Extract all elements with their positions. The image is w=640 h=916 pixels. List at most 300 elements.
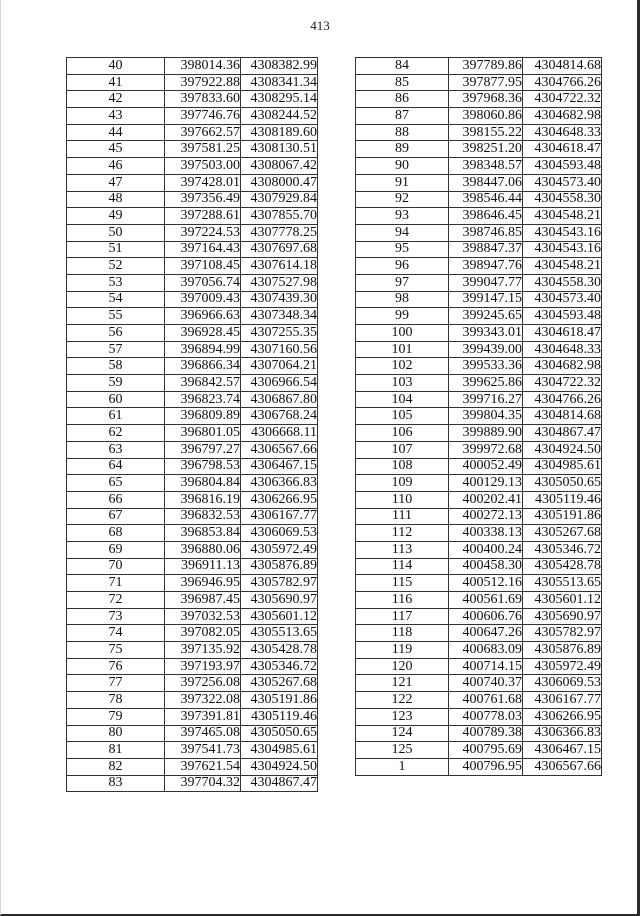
x-coordinate-cell: 397503.00: [165, 158, 241, 175]
x-coordinate-cell: 397621.54: [165, 758, 241, 775]
table-row: [67, 525, 318, 542]
point-number-cell: 121: [356, 675, 449, 692]
x-coordinate-cell: 397428.01: [165, 174, 241, 191]
point-number-cell: 66: [67, 491, 165, 508]
point-number-cell: 1: [356, 758, 449, 775]
table-row: [67, 141, 318, 158]
x-coordinate-cell: 400458.30: [449, 558, 523, 575]
x-coordinate-cell: 400714.15: [449, 658, 523, 675]
point-number-cell: 54: [67, 291, 165, 308]
y-coordinate-cell: 4304548.21: [523, 258, 602, 275]
table-row: [356, 642, 602, 659]
y-coordinate-cell: 4304573.40: [523, 291, 602, 308]
table-row: [67, 208, 318, 225]
table-row: [67, 74, 318, 91]
y-coordinate-cell: 4305690.97: [523, 608, 602, 625]
table-row: [356, 541, 602, 558]
x-coordinate-cell: 396946.95: [165, 575, 241, 592]
y-coordinate-cell: 4306567.66: [523, 758, 602, 775]
x-coordinate-cell: 399439.00: [449, 341, 523, 358]
point-number-cell: 80: [67, 725, 165, 742]
y-coordinate-cell: 4305119.46: [523, 491, 602, 508]
point-number-cell: 114: [356, 558, 449, 575]
point-number-cell: 119: [356, 642, 449, 659]
table-row: [356, 258, 602, 275]
x-coordinate-cell: 397704.32: [165, 775, 241, 792]
y-coordinate-cell: 4305346.72: [241, 658, 318, 675]
point-number-cell: 69: [67, 541, 165, 558]
x-coordinate-cell: 398447.06: [449, 174, 523, 191]
table-row: [67, 308, 318, 325]
x-coordinate-cell: 397032.53: [165, 608, 241, 625]
point-number-cell: 43: [67, 108, 165, 125]
point-number-cell: 91: [356, 174, 449, 191]
table-row: [356, 608, 602, 625]
table-row: [356, 742, 602, 759]
x-coordinate-cell: 400129.13: [449, 475, 523, 492]
table-row: [67, 341, 318, 358]
point-number-cell: 103: [356, 375, 449, 392]
y-coordinate-cell: 4306069.53: [241, 525, 318, 542]
point-number-cell: 111: [356, 508, 449, 525]
x-coordinate-cell: 396797.27: [165, 441, 241, 458]
x-coordinate-cell: 397833.60: [165, 91, 241, 108]
table-row: [67, 108, 318, 125]
table-row: [67, 58, 318, 75]
table-row: [356, 241, 602, 258]
table-row: [356, 525, 602, 542]
x-coordinate-cell: 400796.95: [449, 758, 523, 775]
x-coordinate-cell: 397746.76: [165, 108, 241, 125]
coordinates-table-left: [66, 57, 318, 792]
y-coordinate-cell: 4306069.53: [523, 675, 602, 692]
y-coordinate-cell: 4304543.16: [523, 224, 602, 241]
x-coordinate-cell: 397391.81: [165, 708, 241, 725]
point-number-cell: 62: [67, 425, 165, 442]
x-coordinate-cell: 400512.16: [449, 575, 523, 592]
x-coordinate-cell: 396853.84: [165, 525, 241, 542]
y-coordinate-cell: 4306668.11: [241, 425, 318, 442]
table-row: [356, 208, 602, 225]
x-coordinate-cell: 397662.57: [165, 124, 241, 141]
y-coordinate-cell: 4308000.47: [241, 174, 318, 191]
x-coordinate-cell: 399147.15: [449, 291, 523, 308]
x-coordinate-cell: 400272.13: [449, 508, 523, 525]
y-coordinate-cell: 4307614.18: [241, 258, 318, 275]
y-coordinate-cell: 4308130.51: [241, 141, 318, 158]
point-number-cell: 110: [356, 491, 449, 508]
x-coordinate-cell: 397108.45: [165, 258, 241, 275]
table-row: [356, 625, 602, 642]
point-number-cell: 61: [67, 408, 165, 425]
y-coordinate-cell: 4304814.68: [523, 58, 602, 75]
y-coordinate-cell: 4308067.42: [241, 158, 318, 175]
y-coordinate-cell: 4307929.84: [241, 191, 318, 208]
table-row: [67, 508, 318, 525]
point-number-cell: 51: [67, 241, 165, 258]
x-coordinate-cell: 399716.27: [449, 391, 523, 408]
table-row: [67, 441, 318, 458]
y-coordinate-cell: 4308295.14: [241, 91, 318, 108]
page-number: 413: [310, 18, 330, 33]
y-coordinate-cell: 4306567.66: [241, 441, 318, 458]
table-row: [356, 224, 602, 241]
x-coordinate-cell: 400683.09: [449, 642, 523, 659]
y-coordinate-cell: 4305513.65: [241, 625, 318, 642]
y-coordinate-cell: 4307697.68: [241, 241, 318, 258]
table-row: [67, 675, 318, 692]
x-coordinate-cell: 400561.69: [449, 592, 523, 609]
table-row: [67, 124, 318, 141]
table-row: [356, 575, 602, 592]
table-row: [356, 692, 602, 709]
x-coordinate-cell: 396866.34: [165, 358, 241, 375]
table-row: [356, 174, 602, 191]
table-row: [67, 742, 318, 759]
table-row: [67, 191, 318, 208]
y-coordinate-cell: 4306366.83: [523, 725, 602, 742]
table-row: [356, 58, 602, 75]
coordinates-table-left-body: [67, 58, 318, 792]
y-coordinate-cell: 4304722.32: [523, 91, 602, 108]
table-row: [356, 675, 602, 692]
y-coordinate-cell: 4307255.35: [241, 325, 318, 342]
y-coordinate-cell: 4304766.26: [523, 74, 602, 91]
point-number-cell: 60: [67, 391, 165, 408]
x-coordinate-cell: 397356.49: [165, 191, 241, 208]
x-coordinate-cell: 400647.26: [449, 625, 523, 642]
y-coordinate-cell: 4304648.33: [523, 341, 602, 358]
y-coordinate-cell: 4307348.34: [241, 308, 318, 325]
point-number-cell: 77: [67, 675, 165, 692]
point-number-cell: 125: [356, 742, 449, 759]
y-coordinate-cell: 4304593.48: [523, 308, 602, 325]
x-coordinate-cell: 398348.57: [449, 158, 523, 175]
table-row: [67, 158, 318, 175]
x-coordinate-cell: 396966.63: [165, 308, 241, 325]
table-row: [356, 408, 602, 425]
y-coordinate-cell: 4304682.98: [523, 358, 602, 375]
point-number-cell: 64: [67, 458, 165, 475]
point-number-cell: 48: [67, 191, 165, 208]
point-number-cell: 87: [356, 108, 449, 125]
y-coordinate-cell: 4304648.33: [523, 124, 602, 141]
table-row: [67, 692, 318, 709]
coordinates-table-right-body: [356, 58, 602, 776]
table-row: [67, 642, 318, 659]
table-row: [67, 425, 318, 442]
x-coordinate-cell: 396801.05: [165, 425, 241, 442]
y-coordinate-cell: 4305346.72: [523, 541, 602, 558]
point-number-cell: 105: [356, 408, 449, 425]
y-coordinate-cell: 4304558.30: [523, 274, 602, 291]
y-coordinate-cell: 4307439.30: [241, 291, 318, 308]
y-coordinate-cell: 4306467.15: [523, 742, 602, 759]
table-row: [356, 592, 602, 609]
table-row: [356, 274, 602, 291]
x-coordinate-cell: 398060.86: [449, 108, 523, 125]
y-coordinate-cell: 4304924.50: [241, 758, 318, 775]
point-number-cell: 122: [356, 692, 449, 709]
x-coordinate-cell: 397009.43: [165, 291, 241, 308]
x-coordinate-cell: 398251.20: [449, 141, 523, 158]
y-coordinate-cell: 4304618.47: [523, 141, 602, 158]
y-coordinate-cell: 4304543.16: [523, 241, 602, 258]
point-number-cell: 94: [356, 224, 449, 241]
y-coordinate-cell: 4305972.49: [523, 658, 602, 675]
point-number-cell: 78: [67, 692, 165, 709]
table-row: [67, 608, 318, 625]
y-coordinate-cell: 4306266.95: [241, 491, 318, 508]
table-row: [356, 558, 602, 575]
table-row: [67, 758, 318, 775]
point-number-cell: 118: [356, 625, 449, 642]
y-coordinate-cell: 4305601.12: [241, 608, 318, 625]
table-row: [356, 91, 602, 108]
x-coordinate-cell: 399889.90: [449, 425, 523, 442]
table-row: [67, 558, 318, 575]
point-number-cell: 72: [67, 592, 165, 609]
y-coordinate-cell: 4305690.97: [241, 592, 318, 609]
point-number-cell: 112: [356, 525, 449, 542]
y-coordinate-cell: 4306266.95: [523, 708, 602, 725]
x-coordinate-cell: 397922.88: [165, 74, 241, 91]
y-coordinate-cell: 4304985.61: [241, 742, 318, 759]
x-coordinate-cell: 396816.19: [165, 491, 241, 508]
point-number-cell: 95: [356, 241, 449, 258]
y-coordinate-cell: 4305601.12: [523, 592, 602, 609]
point-number-cell: 40: [67, 58, 165, 75]
point-number-cell: 102: [356, 358, 449, 375]
table-row: [356, 124, 602, 141]
y-coordinate-cell: 4305267.68: [241, 675, 318, 692]
y-coordinate-cell: 4304814.68: [523, 408, 602, 425]
x-coordinate-cell: 397968.36: [449, 91, 523, 108]
x-coordinate-cell: 396911.13: [165, 558, 241, 575]
table-row: [67, 325, 318, 342]
x-coordinate-cell: 396823.74: [165, 391, 241, 408]
y-coordinate-cell: 4307064.21: [241, 358, 318, 375]
y-coordinate-cell: 4304573.40: [523, 174, 602, 191]
table-row: [356, 308, 602, 325]
point-number-cell: 98: [356, 291, 449, 308]
point-number-cell: 82: [67, 758, 165, 775]
y-coordinate-cell: 4305876.89: [523, 642, 602, 659]
point-number-cell: 99: [356, 308, 449, 325]
table-row: [67, 258, 318, 275]
x-coordinate-cell: 397541.73: [165, 742, 241, 759]
x-coordinate-cell: 398155.22: [449, 124, 523, 141]
point-number-cell: 68: [67, 525, 165, 542]
point-number-cell: 107: [356, 441, 449, 458]
x-coordinate-cell: 400202.41: [449, 491, 523, 508]
y-coordinate-cell: 4305050.65: [523, 475, 602, 492]
point-number-cell: 113: [356, 541, 449, 558]
point-number-cell: 96: [356, 258, 449, 275]
y-coordinate-cell: 4304558.30: [523, 191, 602, 208]
point-number-cell: 84: [356, 58, 449, 75]
point-number-cell: 92: [356, 191, 449, 208]
point-number-cell: 89: [356, 141, 449, 158]
point-number-cell: 45: [67, 141, 165, 158]
x-coordinate-cell: 398947.76: [449, 258, 523, 275]
x-coordinate-cell: 397322.08: [165, 692, 241, 709]
y-coordinate-cell: 4304593.48: [523, 158, 602, 175]
table-row: [67, 391, 318, 408]
x-coordinate-cell: 398746.85: [449, 224, 523, 241]
x-coordinate-cell: 398014.36: [165, 58, 241, 75]
y-coordinate-cell: 4306467.15: [241, 458, 318, 475]
point-number-cell: 123: [356, 708, 449, 725]
point-number-cell: 49: [67, 208, 165, 225]
point-number-cell: 76: [67, 658, 165, 675]
point-number-cell: 100: [356, 325, 449, 342]
point-number-cell: 85: [356, 74, 449, 91]
table-row: [356, 425, 602, 442]
y-coordinate-cell: 4305782.97: [523, 625, 602, 642]
y-coordinate-cell: 4308382.99: [241, 58, 318, 75]
point-number-cell: 117: [356, 608, 449, 625]
table-row: [67, 592, 318, 609]
table-row: [67, 575, 318, 592]
y-coordinate-cell: 4305428.78: [523, 558, 602, 575]
x-coordinate-cell: 397193.97: [165, 658, 241, 675]
x-coordinate-cell: 396987.45: [165, 592, 241, 609]
table-row: [67, 91, 318, 108]
x-coordinate-cell: 400400.24: [449, 541, 523, 558]
x-coordinate-cell: 400761.68: [449, 692, 523, 709]
point-number-cell: 83: [67, 775, 165, 792]
y-coordinate-cell: 4307778.25: [241, 224, 318, 241]
y-coordinate-cell: 4307527.98: [241, 274, 318, 291]
point-number-cell: 109: [356, 475, 449, 492]
x-coordinate-cell: 397082.05: [165, 625, 241, 642]
point-number-cell: 81: [67, 742, 165, 759]
y-coordinate-cell: 4308341.34: [241, 74, 318, 91]
y-coordinate-cell: 4306867.80: [241, 391, 318, 408]
point-number-cell: 74: [67, 625, 165, 642]
table-row: [356, 491, 602, 508]
table-row: [67, 408, 318, 425]
point-number-cell: 46: [67, 158, 165, 175]
y-coordinate-cell: 4305782.97: [241, 575, 318, 592]
point-number-cell: 101: [356, 341, 449, 358]
x-coordinate-cell: 400052.49: [449, 458, 523, 475]
x-coordinate-cell: 397465.08: [165, 725, 241, 742]
y-coordinate-cell: 4304618.47: [523, 325, 602, 342]
point-number-cell: 120: [356, 658, 449, 675]
x-coordinate-cell: 397877.95: [449, 74, 523, 91]
y-coordinate-cell: 4308189.60: [241, 124, 318, 141]
x-coordinate-cell: 399245.65: [449, 308, 523, 325]
table-row: [67, 475, 318, 492]
y-coordinate-cell: 4307160.56: [241, 341, 318, 358]
table-row: [356, 758, 602, 775]
point-number-cell: 108: [356, 458, 449, 475]
coordinates-table-right: [355, 57, 602, 776]
point-number-cell: 57: [67, 341, 165, 358]
point-number-cell: 70: [67, 558, 165, 575]
table-row: [356, 341, 602, 358]
y-coordinate-cell: 4306966.54: [241, 375, 318, 392]
x-coordinate-cell: 397224.53: [165, 224, 241, 241]
y-coordinate-cell: 4305267.68: [523, 525, 602, 542]
table-row: [67, 541, 318, 558]
y-coordinate-cell: 4305050.65: [241, 725, 318, 742]
point-number-cell: 59: [67, 375, 165, 392]
table-row: [356, 158, 602, 175]
point-number-cell: 47: [67, 174, 165, 191]
point-number-cell: 88: [356, 124, 449, 141]
x-coordinate-cell: 396894.99: [165, 341, 241, 358]
x-coordinate-cell: 396842.57: [165, 375, 241, 392]
table-row: [67, 224, 318, 241]
table-row: [67, 241, 318, 258]
table-row: [67, 375, 318, 392]
table-row: [67, 358, 318, 375]
table-row: [356, 191, 602, 208]
table-row: [67, 725, 318, 742]
table-row: [67, 274, 318, 291]
y-coordinate-cell: 4306167.77: [241, 508, 318, 525]
table-row: [356, 141, 602, 158]
x-coordinate-cell: 396798.53: [165, 458, 241, 475]
x-coordinate-cell: 399533.36: [449, 358, 523, 375]
x-coordinate-cell: 399804.35: [449, 408, 523, 425]
x-coordinate-cell: 398546.44: [449, 191, 523, 208]
y-coordinate-cell: 4308244.52: [241, 108, 318, 125]
x-coordinate-cell: 400740.37: [449, 675, 523, 692]
y-coordinate-cell: 4304924.50: [523, 441, 602, 458]
x-coordinate-cell: 397056.74: [165, 274, 241, 291]
y-coordinate-cell: 4304682.98: [523, 108, 602, 125]
point-number-cell: 42: [67, 91, 165, 108]
table-row: [356, 441, 602, 458]
table-row: [356, 508, 602, 525]
y-coordinate-cell: 4305191.86: [523, 508, 602, 525]
point-number-cell: 115: [356, 575, 449, 592]
table-row: [356, 475, 602, 492]
x-coordinate-cell: 400778.03: [449, 708, 523, 725]
point-number-cell: 65: [67, 475, 165, 492]
table-row: [356, 725, 602, 742]
point-number-cell: 75: [67, 642, 165, 659]
table-row: [356, 325, 602, 342]
point-number-cell: 55: [67, 308, 165, 325]
point-number-cell: 106: [356, 425, 449, 442]
x-coordinate-cell: 396809.89: [165, 408, 241, 425]
y-coordinate-cell: 4304722.32: [523, 375, 602, 392]
point-number-cell: 71: [67, 575, 165, 592]
table-row: [67, 291, 318, 308]
table-row: [67, 491, 318, 508]
point-number-cell: 104: [356, 391, 449, 408]
point-number-cell: 67: [67, 508, 165, 525]
point-number-cell: 52: [67, 258, 165, 275]
point-number-cell: 116: [356, 592, 449, 609]
table-row: [67, 458, 318, 475]
x-coordinate-cell: 399343.01: [449, 325, 523, 342]
x-coordinate-cell: 400795.69: [449, 742, 523, 759]
x-coordinate-cell: 396928.45: [165, 325, 241, 342]
y-coordinate-cell: 4305119.46: [241, 708, 318, 725]
y-coordinate-cell: 4305428.78: [241, 642, 318, 659]
point-number-cell: 53: [67, 274, 165, 291]
point-number-cell: 86: [356, 91, 449, 108]
y-coordinate-cell: 4306768.24: [241, 408, 318, 425]
y-coordinate-cell: 4304867.47: [241, 775, 318, 792]
table-row: [356, 658, 602, 675]
